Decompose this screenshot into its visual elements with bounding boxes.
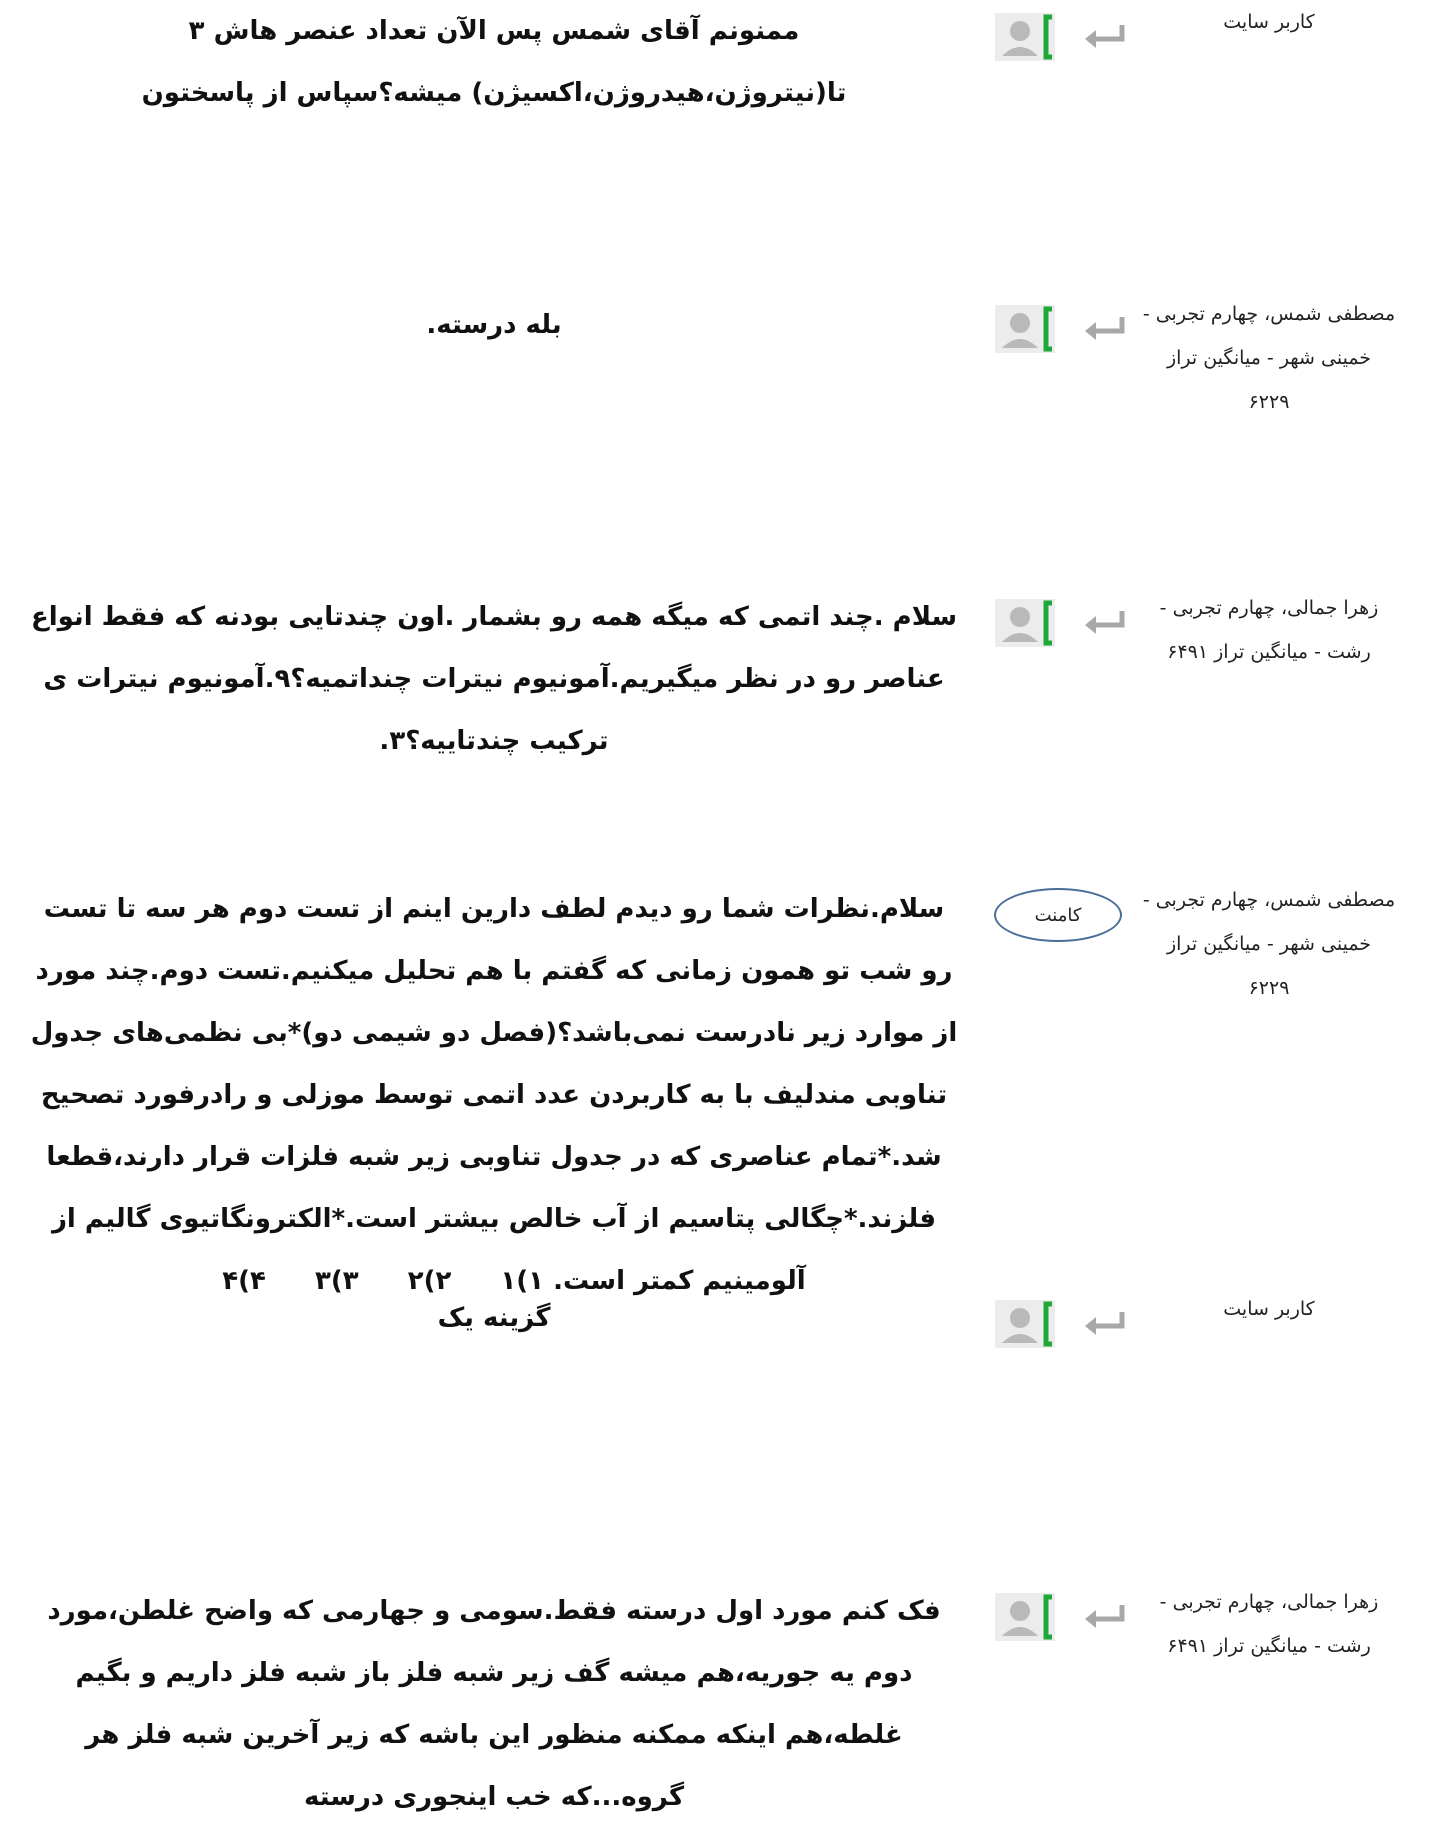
comment-message: بله درسته.: [426, 310, 562, 340]
reply-arrow-icon[interactable]: [1082, 314, 1128, 340]
answer-option: ۴)۴: [222, 1266, 266, 1296]
comment-author: [1134, 878, 1404, 1010]
comment-message: فک کنم مورد اول درسته فقط.سومی و جهارمی که واضح غلطن،مورد دوم یه جوریه،هم میشه گف زیر شبه فلز باز شبه فلز داریم و بگیم غلطه،هم اینکه ممکنه منظور این باشه که زیر آخرین شبه فلز هر گروه...که خب اینجوری درسته: [47, 1596, 941, 1812]
answer-option: ۳)۳: [314, 1266, 359, 1296]
comment-message: سلام .چند اتمی که میگه همه رو بشمار .اون چندتایی بودنه که فقط انواع عناصر رو در نظر میگیریم.آمونیوم نیترات چنداتمیه؟۹.آمونیوم نیترات ی ترکیب چندتاییه؟۳.: [30, 602, 958, 756]
comment-message: گزینه یک: [437, 1303, 551, 1333]
comment-author: [1134, 1580, 1404, 1668]
comment-author: [1134, 0, 1404, 44]
author-line: رشت - میانگین تراز ۶۴۹۱: [1167, 641, 1371, 663]
author-line: مصطفی شمس، چهارم تجربی -: [1142, 303, 1396, 325]
author-line: کاربر سایت: [1223, 11, 1315, 33]
user-avatar-icon[interactable]: [994, 1592, 1060, 1642]
answer-option: ۱)۱: [500, 1266, 545, 1296]
reply-arrow-icon[interactable]: [1082, 608, 1128, 634]
user-avatar-icon[interactable]: [994, 1299, 1060, 1349]
comment-badge[interactable]: کامنت: [994, 888, 1122, 942]
author-line: ۶۲۲۹: [1248, 391, 1290, 413]
user-avatar-icon[interactable]: [994, 304, 1060, 354]
user-avatar-icon[interactable]: [994, 12, 1060, 62]
author-line: ۶۲۲۹: [1248, 977, 1290, 999]
question-text: سلام.نظرات شما رو دیدم لطف دارین اینم از تست دوم هر سه تا تست رو شب تو همون زمانی که گفتم با هم تحلیل میکنیم.تست دوم.چند مورد از موارد زیر نادرست نمی‌باشد؟(فصل دو شیمی دو)*بی نظمی‌های جدول تناوبی مندلیف با به کاربردن عدد اتمی توسط موزلی و رادرفورد تصحیح شد.*تمام عناصری که در جدول تناوبی زیر شبه فلزات قرار دارند،قطعا فلزند.*چگالی پتاسیم از آب خالص بیشتر است.*الکترونگاتیوی گالیم از آلومینیم کمتر است.: [30, 894, 958, 1296]
author-line: رشت - میانگین تراز ۶۴۹۱: [1167, 1635, 1371, 1657]
reply-arrow-icon[interactable]: [1082, 1602, 1128, 1628]
author-line: زهرا جمالی، چهارم تجربی -: [1159, 1591, 1379, 1613]
comment-author: [1134, 586, 1404, 674]
author-line: زهرا جمالی، چهارم تجربی -: [1159, 597, 1379, 619]
author-line: مصطفی شمس، چهارم تجربی -: [1142, 889, 1396, 911]
comment-message: [24, 878, 964, 1312]
author-line: خمینی شهر - میانگین تراز: [1166, 347, 1372, 369]
comment-author: [1134, 1287, 1404, 1331]
comment-author: [1134, 292, 1404, 424]
reply-arrow-icon[interactable]: [1082, 22, 1128, 48]
comment-message: ممنونم آقای شمس پس الآن تعداد عنصر هاش ۳ تا(نیتروژن،هیدروژن،اکسیژن) میشه؟سپاس از پاسختون: [141, 16, 847, 108]
answer-option: ۲)۲: [407, 1266, 452, 1296]
reply-arrow-icon[interactable]: [1082, 1309, 1128, 1335]
user-avatar-icon[interactable]: [994, 598, 1060, 648]
author-line: خمینی شهر - میانگین تراز: [1166, 933, 1372, 955]
author-line: کاربر سایت: [1223, 1298, 1315, 1320]
